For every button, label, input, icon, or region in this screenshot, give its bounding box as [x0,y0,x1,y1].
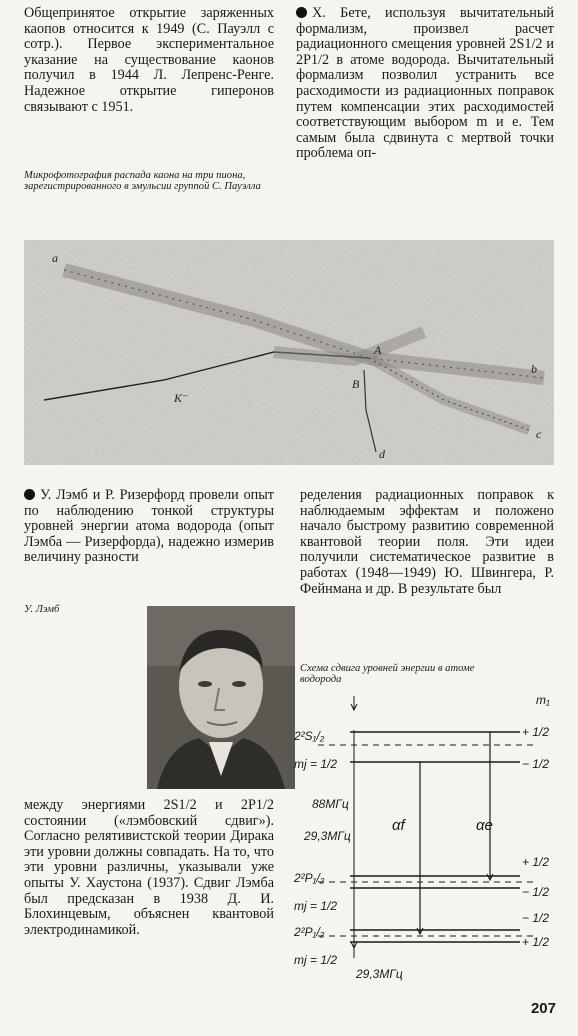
left-top-paragraph: Общепринятое открытие заряженных каопов относится к 1949 (С. Пауэлл с сотр.). Первое экспериментальное указание на существование каонов получил в 1944 Л. Лепренс-Ренге. Надежное открытие гиперонов связывают с 1951. [24,5,274,115]
left-bottom-paragraph: между энергиями 2S1/2 и 2P1/2 состоянии («лэмбовский сдвиг»). Согласно релятивистской теории Дирака эти уровни должны совпадать. На то, что эти уровни различны, указывали уже опыты У. Хаустона (1937). Сдвиг Лэмба был предсказан в 1938 Д. И. Блохинцевым, объяснен квантовой электродинамикой. [24,797,274,938]
diagram-293mhz-a: 29,3МГц [304,829,351,843]
diagram-plus-half-1: + 1/2 [522,725,550,739]
left-mid-text: У. Лэмб и Р. Ризерфорд провели опыт по наблюдению тонкой структуры уровней энергии атома водорода (опыт Лэмба — Ризерфорда), надежно измерив величину разности [24,487,274,566]
bullet-icon [296,7,307,18]
photo-caption: Микрофотография распада каона на три пиона, зарегистрированного в эмульсии группой С. Пауэлла [24,170,261,193]
photo-label-a: a [52,251,58,265]
right-top-paragraph [296,6,554,162]
kaon-decay-photo [24,240,554,465]
diagram-level-2s: 2²S₁/₂ [294,729,325,743]
lamb-shift-diagram [290,690,560,990]
portrait-caption: У. Лэмб [24,604,60,615]
diagram-level-2p-2: 2²P₁/₂ [294,925,325,939]
diagram-mj-2: mj = 1/2 [294,899,338,913]
lamb-portrait [147,606,295,789]
photo-label-b: b [531,362,537,376]
photo-label-K: K⁻ [174,391,189,405]
diagram-caption: Схема сдвига уровней энергии в атоме водорода [300,663,475,686]
page-number: 207 [530,1000,556,1017]
left-mid-paragraph [24,488,274,566]
bullet-icon [24,489,35,500]
diagram-mj-1: mj = 1/2 [294,757,338,771]
photo-label-d: d [379,447,385,461]
right-mid-paragraph: ределения радиационных поправок к наблюдаемым эффектам и положено начало быстрому развитию современной квантовой теории поля. Эти идеи получили систематическое развитие в работах (1948—1949) Ю. Швингера, Р. Фейнмана и др. В результате был [300,487,554,597]
diagram-plus-half-2: + 1/2 [522,855,550,869]
diagram-88mhz: 88МГц [312,797,349,811]
diagram-mj-3: mj = 1/2 [294,953,338,967]
right-top-text: Х. Бете, используя вычитательный формализм, произвел расчет радиационного смещения уровней 2S1/2 и 2P1/2 в атоме водорода. Вычитательный формализм позволил устранить все расходимости из радиационных поправок путем компенсации этих расходимостей соответствующим выбором m и e. Тем самым была сдвинута с мертвой точки проблема оп- [296,5,554,162]
photo-label-c: c [536,427,542,441]
diagram-minus-half-1: − 1/2 [522,757,550,771]
photo-label-B: B [352,377,360,391]
diagram-293mhz-b: 29,3МГц [356,967,403,981]
diagram-minus-half-2: − 1/2 [522,885,550,899]
photo-label-A: A [374,343,382,357]
diagram-ae: αe [476,817,493,834]
diagram-level-2p-1: 2²P₁/₂ [294,871,325,885]
photo-tracks [24,240,554,465]
diagram-minus-half-3: − 1/2 [522,911,550,925]
diagram-m1: m₁ [536,693,550,707]
diagram-plus-half-3: + 1/2 [522,935,550,949]
diagram-af: αf [392,817,405,834]
